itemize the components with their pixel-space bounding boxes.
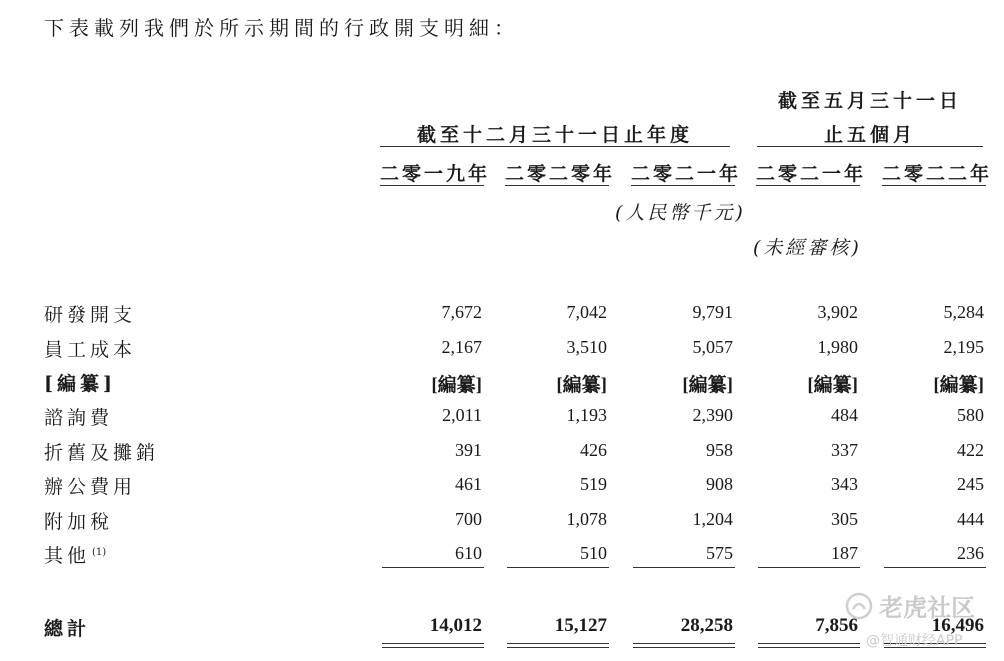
cell: 1,193: [566, 405, 607, 425]
cell: 1,204: [692, 509, 733, 529]
cell: 510: [580, 543, 607, 563]
cell: 7,042: [566, 302, 607, 322]
unit-label: (人民幣千元): [615, 202, 746, 224]
subtotal-rule-2: [507, 567, 609, 568]
cell: 908: [706, 474, 733, 494]
total-rule-top-3: [633, 643, 735, 644]
row-label-text: 其他: [44, 545, 91, 567]
total-cell: 14,012: [429, 615, 482, 636]
header-group1-rule: [380, 146, 730, 147]
total-cell: 15,127: [554, 615, 607, 636]
cell: 580: [957, 405, 984, 425]
year-rule-1: [380, 185, 484, 186]
subtotal-rule-1: [382, 567, 484, 568]
cell: 391: [455, 440, 482, 460]
row-label: 辦公費用: [44, 476, 137, 498]
cell: 958: [706, 440, 733, 460]
subtotal-rule-5: [884, 567, 986, 568]
row-label: 諮詢費: [44, 407, 114, 429]
cell: 461: [455, 474, 482, 494]
row-label: [編纂]: [44, 373, 116, 395]
intro-text: 下表載列我們於所示期間的行政開支明細：: [44, 16, 519, 40]
row-label: 員工成本: [44, 339, 137, 361]
header-group2-line1: 截至五月三十一日: [777, 90, 962, 112]
row-label: 折舊及攤銷: [44, 442, 160, 464]
year-header-2021-5m: 二零二一年: [755, 163, 866, 185]
total-cell: 16,496: [931, 615, 984, 636]
cell: 422: [957, 440, 984, 460]
footnote-marker: (1): [92, 546, 107, 558]
cell: 519: [580, 474, 607, 494]
cell: 3,902: [817, 302, 858, 322]
year-header-2019: 二零一九年: [379, 163, 490, 185]
cell: [編纂]: [431, 375, 482, 396]
cell: 236: [957, 543, 984, 563]
year-header-2022-5m: 二零二二年: [881, 163, 992, 185]
row-label: 研發開支: [44, 304, 137, 326]
year-rule-5: [882, 185, 986, 186]
cell: 5,057: [692, 337, 733, 357]
cell: 1,078: [566, 509, 607, 529]
watermark-brand: [844, 588, 975, 623]
year-header-2020: 二零二零年: [504, 163, 615, 185]
cell: 337: [831, 440, 858, 460]
header-group1: 截至十二月三十一日止年度: [416, 124, 693, 146]
subtotal-rule-4: [758, 567, 860, 568]
cell: [編纂]: [682, 375, 733, 396]
total-rule-bottom-1: [382, 647, 484, 648]
total-rule-top-1: [382, 643, 484, 644]
row-label: [44, 541, 106, 568]
cell: 187: [831, 543, 858, 563]
cell: [編纂]: [807, 375, 858, 396]
cell: 3,510: [566, 337, 607, 357]
cell: 575: [706, 543, 733, 563]
total-cell: 7,856: [815, 615, 858, 636]
watermark-brand-text: 老虎社区: [879, 594, 976, 622]
cell: 7,672: [441, 302, 482, 322]
cell: [編纂]: [933, 375, 984, 396]
cell: 343: [831, 474, 858, 494]
cell: 305: [831, 509, 858, 529]
cell: 1,980: [817, 337, 858, 357]
cell: 610: [455, 543, 482, 563]
total-cell: 28,258: [680, 615, 733, 636]
cell: 2,011: [442, 405, 482, 425]
total-rule-bottom-3: [633, 647, 735, 648]
cell: 2,195: [943, 337, 984, 357]
cell: 5,284: [943, 302, 984, 322]
unaudited-label: (未經審核): [753, 237, 862, 259]
header-group2-rule: [757, 146, 983, 147]
year-rule-2: [505, 185, 609, 186]
cell: 444: [957, 509, 984, 529]
cell: 9,791: [692, 302, 733, 322]
cell: 2,390: [692, 405, 733, 425]
total-rule-top-4: [758, 643, 860, 644]
tiger-logo-icon: [844, 591, 874, 621]
cell: 245: [957, 474, 984, 494]
cell: 700: [455, 509, 482, 529]
cell: 2,167: [441, 337, 482, 357]
year-rule-3: [631, 185, 735, 186]
row-label: 附加稅: [44, 511, 114, 533]
header-group2-line2: 止五個月: [823, 124, 916, 146]
year-rule-4: [756, 185, 860, 186]
cell: 484: [831, 405, 858, 425]
watermark-app: @智通财经APP: [866, 633, 963, 649]
total-rule-top-2: [507, 643, 609, 644]
cell: 426: [580, 440, 607, 460]
total-rule-bottom-2: [507, 647, 609, 648]
cell: [編纂]: [556, 375, 607, 396]
total-rule-bottom-4: [758, 647, 860, 648]
total-label: 總計: [44, 618, 91, 640]
subtotal-rule-3: [633, 567, 735, 568]
year-header-2021: 二零二一年: [630, 163, 741, 185]
